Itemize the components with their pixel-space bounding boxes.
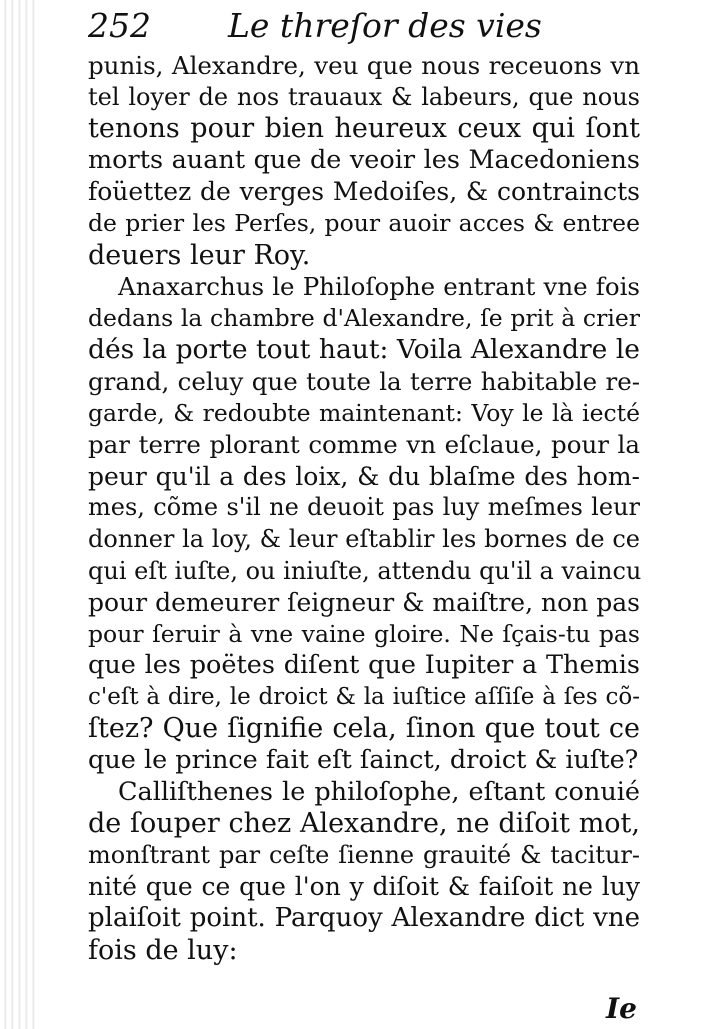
text-line: peur qu'il a des loix, & du blaſme des hom- [88,461,640,491]
paragraph-3 [88,777,640,967]
text-line: de prier les Perſes, pour auoir acces & entree [88,208,640,237]
text-line: que le prince fait eſt ſainct, droict & iuſte? [88,745,639,776]
text-line: morts auant que de veoir les Macedoniens [88,144,640,175]
text-line: pour demeurer ſeigneur & maiſtre, non pas [88,588,640,618]
text-line: Calliſthenes le philoſophe, eſtant conuié [118,776,640,807]
text-line: nité que ce que l'on y diſoit & faiſoit ne luy [88,872,640,902]
text-line: c'eſt à dire, le droict & la iuſtice aſſiſe à ſes cõ- [88,683,640,710]
text-line: pour ſeruir à vne vaine gloire. Ne ſçais-tu pas [88,619,640,648]
text-line: tel loyer de nos trauaux & labeurs, que nous [88,82,640,111]
text-line: monſtrant par ceſte ſienne grauité & tacitur- [88,840,640,869]
text-line: donner la loy, & leur eſtablir les bornes de ce [88,524,640,553]
catchword: Ie [606,992,637,1025]
text-line: dés la porte tout haut: Voila Alexandre le [88,334,640,366]
page-header [88,6,648,46]
page-number: 252 [88,6,151,45]
text-line: plaiſoit point. Parquoy Alexandre dict vne [88,903,640,934]
text-line: garde, & redoubte maintenant: Voy le là iecté [88,398,640,427]
page-body [88,50,640,966]
paragraph-2 [88,271,640,777]
text-line: tenons pour bien heureux ceux qui ſont [88,113,640,145]
text-line: qui eſt iuſte, ou iniuſte, attendu qu'il a vaincu [88,556,642,585]
text-line: punis, Alexandre, veu que nous receuons vn [88,51,640,80]
text-line: dedans la chambre d'Alexandre, ſe prit à crier [88,303,640,332]
text-line: par terre plorant comme vn eſclaue, pour la [88,430,640,460]
text-line: de ſouper chez Alexandre, ne diſoit mot, [88,808,640,840]
text-line: que les poëtes diſent que Iupiter a Themis [88,650,640,681]
paragraph-1 [88,50,640,271]
text-line: mes, cõme s'il ne deuoit pas luy meſmes leur [88,493,640,522]
page-gutter-edge [0,0,38,1029]
text-line: ſtez? Que ſignifie cela, ſinon que tout ce [88,713,640,745]
running-title: Le threſor des vies [228,6,542,45]
text-line: fois de luy: [88,934,238,966]
text-line: Anaxarchus le Philoſophe entrant vne fois [118,272,640,302]
text-line: deuers leur Roy. [88,239,311,271]
text-line: grand, celuy que toute la terre habitable re- [88,366,640,396]
text-line: foüettez de verges Medoiſes, & contraincts [88,177,640,207]
